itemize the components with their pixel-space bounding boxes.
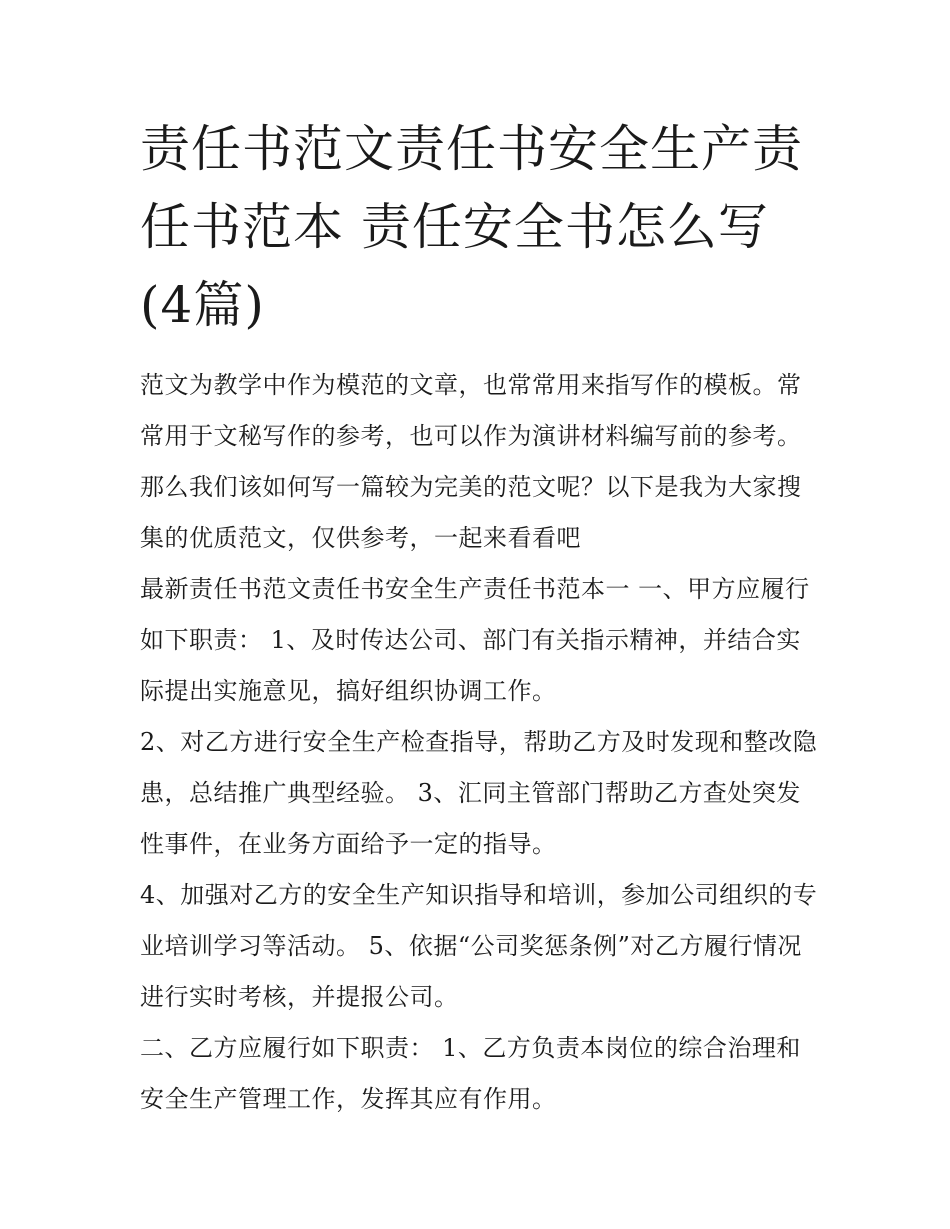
paragraph-training-assessment: 4、加强对乙方的安全生产知识指导和培训，参加公司组织的专业培训学习等活动。 5、依据“公司奖惩条例”对乙方履行情况进行实时考核，并提报公司。: [140, 881, 818, 1011]
paragraph-intro: 范文为教学中作为模范的文章，也常常用来指写作的模板。常常用于文秘写作的参考，也可以作为演讲材料编写前的参考。那么我们该如何写一篇较为完美的范文呢？以下是我为大家搜集的优质范文，仅供参考，一起来看看吧: [140, 371, 802, 552]
document-page: [140, 110, 820, 1125]
document-title: 责任书范文责任书安全生产责任书范本 责任安全书怎么写(4篇): [140, 120, 803, 334]
paragraph-party-a-duties: 最新责任书范文责任书安全生产责任书范本一 一、甲方应履行如下职责： 1、及时传达公司、部门有关指示精神，并结合实际提出实施意见，搞好组织协调工作。: [140, 575, 810, 705]
paragraph-party-b-duties: 二、乙方应履行如下职责： 1、乙方负责本岗位的综合治理和安全生产管理工作，发挥其应有作用。: [140, 1034, 801, 1113]
paragraph-inspection-guidance: 2、对乙方进行安全生产检查指导，帮助乙方及时发现和整改隐患，总结推广典型经验。 3、汇同主管部门帮助乙方查处突发性事件，在业务方面给予一定的指导。: [140, 728, 818, 858]
